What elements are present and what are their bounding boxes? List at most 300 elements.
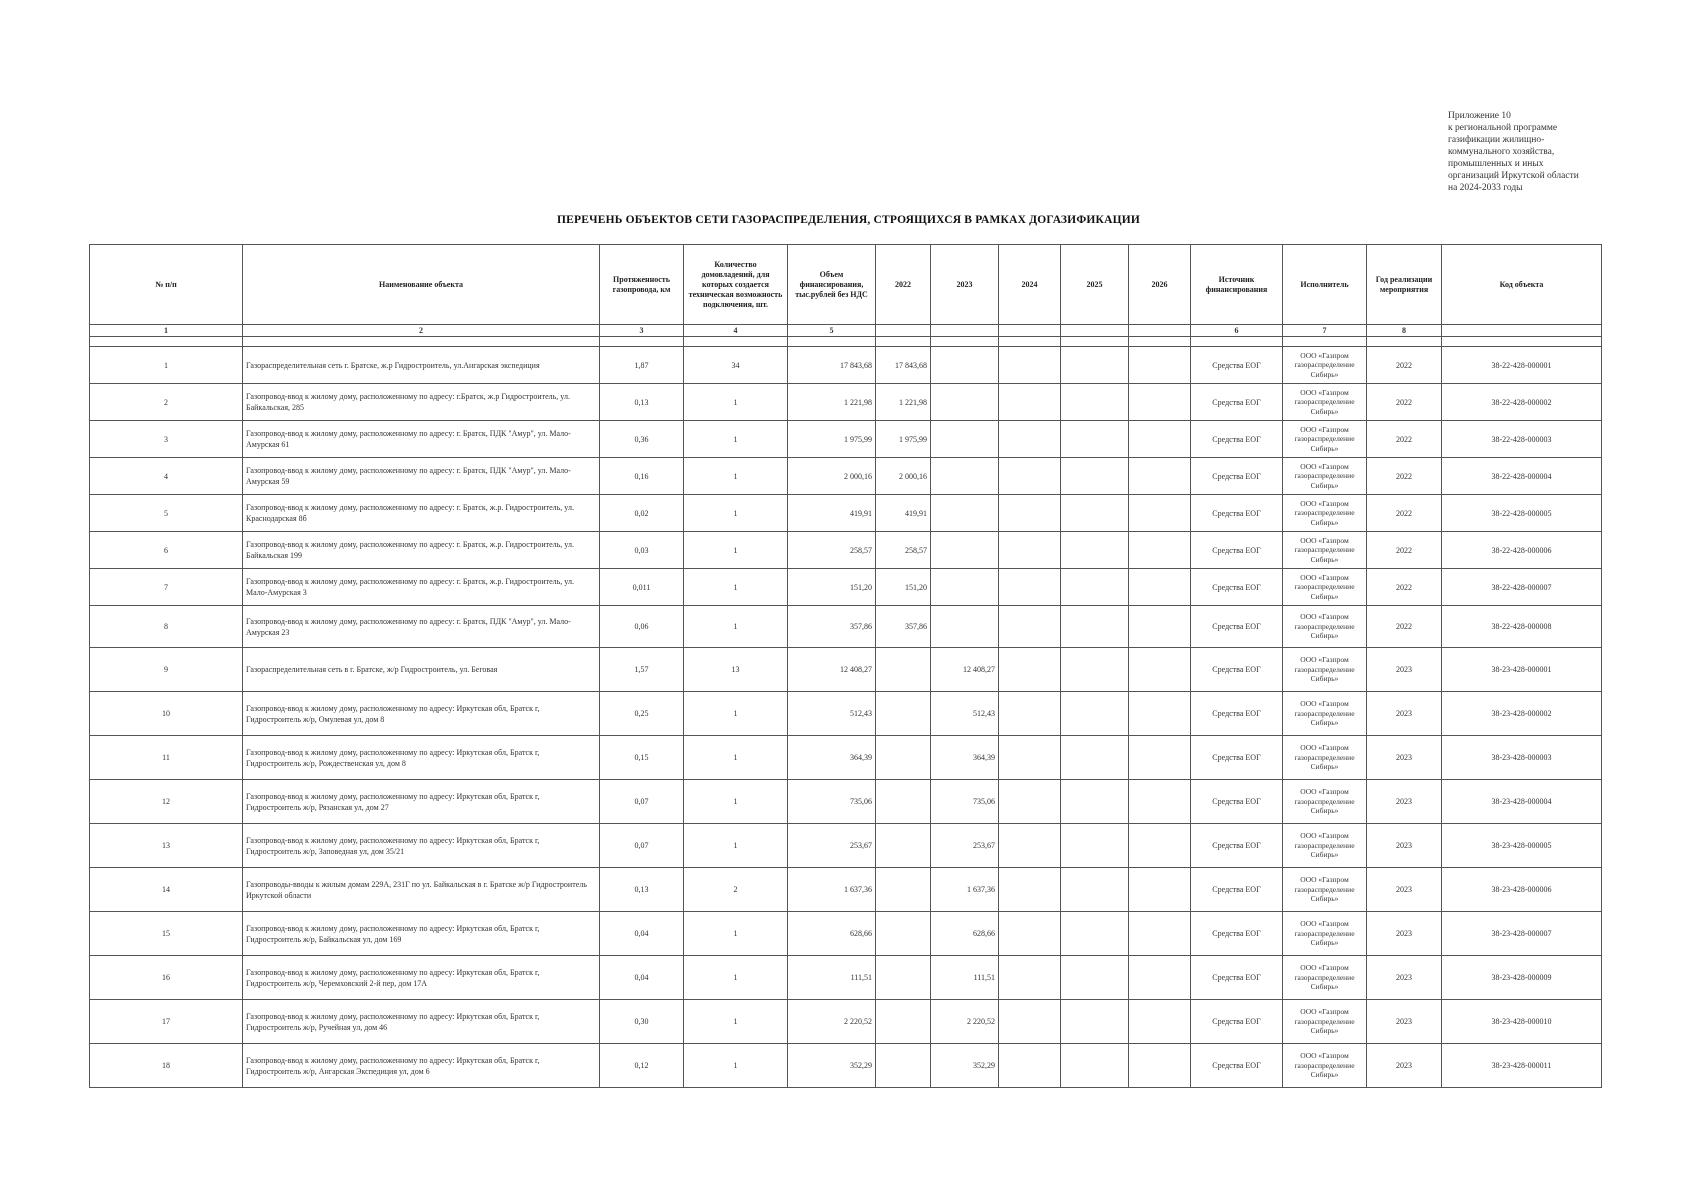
financing-2026 — [1129, 1000, 1191, 1044]
object-name: Газопровод-ввод к жилому дому, расположенному по адресу: г. Братск, ж.р. Гидростроитель, ул. Мало-Амурская 3 — [243, 569, 600, 606]
object-name: Газопровод-ввод к жилому дому, расположенному по адресу: г.Братск, ж.р Гидростроитель, ул. Байкальская, 285 — [243, 384, 600, 421]
implementation-year: 2022 — [1367, 569, 1442, 606]
financing-amount: 111,51 — [788, 956, 876, 1000]
object-name: Газопровод-ввод к жилому дому, расположенному по адресу: Иркутская обл, Братск г, Гидростроитель ж/р, Черемховский 2-й пер, дом 17А — [243, 956, 600, 1000]
households-count: 1 — [684, 569, 788, 606]
executor: ООО «Газпром газораспределение Сибирь» — [1283, 780, 1367, 824]
financing-2023 — [931, 495, 999, 532]
row-number: 12 — [90, 780, 243, 824]
col-header-2022: 2022 — [876, 245, 931, 325]
implementation-year: 2023 — [1367, 692, 1442, 736]
financing-source: Средства ЕОГ — [1191, 1000, 1283, 1044]
financing-source: Средства ЕОГ — [1191, 824, 1283, 868]
financing-2022: 1 975,99 — [876, 421, 931, 458]
object-name: Газопровод-ввод к жилому дому, расположенному по адресу: Иркутская обл, Братск г, Гидростроитель ж/р, Омулевая ул, дом 8 — [243, 692, 600, 736]
object-name: Газопровод-ввод к жилому дому, расположенному по адресу: Иркутская обл, Братск г, Гидростроитель ж/р, Байкальская ул, дом 169 — [243, 912, 600, 956]
implementation-year: 2023 — [1367, 780, 1442, 824]
col-header-name: Наименование объекта — [243, 245, 600, 325]
financing-2023 — [931, 569, 999, 606]
appendix-note — [1448, 110, 1678, 194]
column-number: 5 — [788, 325, 876, 337]
object-name: Газопровод-ввод к жилому дому, расположенному по адресу: г. Братск, ж.р. Гидростроитель, ул. Краснодарская 8б — [243, 495, 600, 532]
column-number: 4 — [684, 325, 788, 337]
table-row — [90, 868, 1602, 912]
object-code: 38-23-428-000011 — [1442, 1044, 1602, 1088]
table-row — [90, 648, 1602, 692]
objects-table — [89, 244, 1602, 1088]
column-number: 1 — [90, 325, 243, 337]
financing-amount: 1 975,99 — [788, 421, 876, 458]
households-count: 1 — [684, 606, 788, 648]
financing-2025 — [1061, 1000, 1129, 1044]
financing-amount: 1 637,36 — [788, 868, 876, 912]
col-header-executor: Исполнитель — [1283, 245, 1367, 325]
financing-2025 — [1061, 421, 1129, 458]
row-number: 1 — [90, 347, 243, 384]
financing-2025 — [1061, 1044, 1129, 1088]
financing-2025 — [1061, 384, 1129, 421]
financing-2026 — [1129, 912, 1191, 956]
financing-2026 — [1129, 1044, 1191, 1088]
financing-2026 — [1129, 495, 1191, 532]
financing-2025 — [1061, 495, 1129, 532]
object-name: Газопровод-ввод к жилому дому, расположенному по адресу: Иркутская обл, Братск г, Гидростроитель ж/р, Рязанская ул, дом 27 — [243, 780, 600, 824]
executor: ООО «Газпром газораспределение Сибирь» — [1283, 824, 1367, 868]
financing-2024 — [999, 606, 1061, 648]
table-row — [90, 736, 1602, 780]
households-count: 1 — [684, 824, 788, 868]
households-count: 1 — [684, 912, 788, 956]
column-number — [1129, 325, 1191, 337]
object-code: 38-23-428-000003 — [1442, 736, 1602, 780]
objects-table-body — [90, 347, 1602, 1088]
pipeline-length: 1,57 — [600, 648, 684, 692]
column-number — [931, 325, 999, 337]
financing-2022 — [876, 868, 931, 912]
object-name: Газопровод-ввод к жилому дому, расположенному по адресу: Иркутская обл, Братск г, Гидростроитель ж/р, Ручейная ул, дом 46 — [243, 1000, 600, 1044]
households-count: 1 — [684, 458, 788, 495]
object-code: 38-23-428-000004 — [1442, 780, 1602, 824]
implementation-year: 2022 — [1367, 458, 1442, 495]
implementation-year: 2023 — [1367, 956, 1442, 1000]
financing-2022: 151,20 — [876, 569, 931, 606]
column-number: 6 — [1191, 325, 1283, 337]
financing-2022 — [876, 1000, 931, 1044]
col-header-2025: 2025 — [1061, 245, 1129, 325]
financing-2022 — [876, 648, 931, 692]
implementation-year: 2022 — [1367, 347, 1442, 384]
financing-2025 — [1061, 736, 1129, 780]
object-code: 38-22-428-000004 — [1442, 458, 1602, 495]
column-number — [876, 325, 931, 337]
column-number: 3 — [600, 325, 684, 337]
row-number: 11 — [90, 736, 243, 780]
financing-source: Средства ЕОГ — [1191, 868, 1283, 912]
financing-2024 — [999, 1000, 1061, 1044]
table-row — [90, 347, 1602, 384]
pipeline-length: 0,36 — [600, 421, 684, 458]
financing-2025 — [1061, 347, 1129, 384]
pipeline-length: 0,13 — [600, 868, 684, 912]
financing-2026 — [1129, 692, 1191, 736]
col-header-year: Год реализации мероприятия — [1367, 245, 1442, 325]
financing-2026 — [1129, 458, 1191, 495]
financing-2024 — [999, 692, 1061, 736]
col-header-number: № п/п — [90, 245, 243, 325]
financing-2024 — [999, 868, 1061, 912]
table-row — [90, 495, 1602, 532]
financing-source: Средства ЕОГ — [1191, 956, 1283, 1000]
implementation-year: 2023 — [1367, 1044, 1442, 1088]
column-number — [999, 325, 1061, 337]
financing-2024 — [999, 495, 1061, 532]
financing-2026 — [1129, 532, 1191, 569]
financing-2023: 512,43 — [931, 692, 999, 736]
row-number: 18 — [90, 1044, 243, 1088]
row-number: 13 — [90, 824, 243, 868]
financing-amount: 17 843,68 — [788, 347, 876, 384]
financing-amount: 258,57 — [788, 532, 876, 569]
row-number: 17 — [90, 1000, 243, 1044]
object-name: Газопровод-ввод к жилому дому, расположенному по адресу: Иркутская обл, Братск г, Гидростроитель ж/р, Рождественская ул, дом 8 — [243, 736, 600, 780]
object-name: Газопровод-ввод к жилому дому, расположенному по адресу: г. Братск, ПДК "Амур", ул. Мало-Амурская 61 — [243, 421, 600, 458]
implementation-year: 2023 — [1367, 648, 1442, 692]
financing-2025 — [1061, 780, 1129, 824]
financing-2024 — [999, 736, 1061, 780]
pipeline-length: 0,13 — [600, 384, 684, 421]
col-header-2026: 2026 — [1129, 245, 1191, 325]
row-number: 4 — [90, 458, 243, 495]
financing-2023: 12 408,27 — [931, 648, 999, 692]
pipeline-length: 0,04 — [600, 956, 684, 1000]
pipeline-length: 0,04 — [600, 912, 684, 956]
financing-2025 — [1061, 648, 1129, 692]
financing-amount: 357,86 — [788, 606, 876, 648]
financing-2026 — [1129, 421, 1191, 458]
col-header-households: Количество домовладений, для которых создается техническая возможность подключения, шт. — [684, 245, 788, 325]
financing-2022 — [876, 692, 931, 736]
financing-2023 — [931, 347, 999, 384]
row-number: 5 — [90, 495, 243, 532]
financing-2025 — [1061, 912, 1129, 956]
object-code: 38-22-428-000008 — [1442, 606, 1602, 648]
executor: ООО «Газпром газораспределение Сибирь» — [1283, 692, 1367, 736]
pipeline-length: 0,011 — [600, 569, 684, 606]
financing-2026 — [1129, 569, 1191, 606]
financing-amount: 352,29 — [788, 1044, 876, 1088]
row-number: 3 — [90, 421, 243, 458]
implementation-year: 2023 — [1367, 736, 1442, 780]
financing-amount: 2 220,52 — [788, 1000, 876, 1044]
row-number: 7 — [90, 569, 243, 606]
pipeline-length: 0,12 — [600, 1044, 684, 1088]
financing-2026 — [1129, 648, 1191, 692]
households-count: 34 — [684, 347, 788, 384]
financing-2023: 2 220,52 — [931, 1000, 999, 1044]
financing-2024 — [999, 912, 1061, 956]
financing-2022 — [876, 736, 931, 780]
row-number: 2 — [90, 384, 243, 421]
financing-2022: 419,91 — [876, 495, 931, 532]
appendix-line: к региональной программе — [1448, 123, 1558, 133]
executor: ООО «Газпром газораспределение Сибирь» — [1283, 648, 1367, 692]
table-row — [90, 458, 1602, 495]
col-header-code: Код объекта — [1442, 245, 1602, 325]
pipeline-length: 0,15 — [600, 736, 684, 780]
object-code: 38-23-428-000010 — [1442, 1000, 1602, 1044]
appendix-line: газификации жилищно- — [1448, 135, 1545, 145]
financing-2024 — [999, 458, 1061, 495]
object-code: 38-22-428-000005 — [1442, 495, 1602, 532]
financing-2022 — [876, 912, 931, 956]
executor: ООО «Газпром газораспределение Сибирь» — [1283, 347, 1367, 384]
pipeline-length: 0,03 — [600, 532, 684, 569]
financing-2023 — [931, 606, 999, 648]
executor: ООО «Газпром газораспределение Сибирь» — [1283, 532, 1367, 569]
row-number: 6 — [90, 532, 243, 569]
financing-2022 — [876, 780, 931, 824]
object-code: 38-23-428-000001 — [1442, 648, 1602, 692]
financing-2024 — [999, 824, 1061, 868]
executor: ООО «Газпром газораспределение Сибирь» — [1283, 421, 1367, 458]
object-name: Газопровод-ввод к жилому дому, расположенному по адресу: Иркутская обл, Братск г, Гидростроитель ж/р, Ангарская Экспедиция ул, дом 6 — [243, 1044, 600, 1088]
column-number-row — [90, 325, 1602, 337]
financing-2023: 364,39 — [931, 736, 999, 780]
financing-source: Средства ЕОГ — [1191, 421, 1283, 458]
financing-source: Средства ЕОГ — [1191, 780, 1283, 824]
financing-source: Средства ЕОГ — [1191, 736, 1283, 780]
financing-2025 — [1061, 606, 1129, 648]
financing-amount: 12 408,27 — [788, 648, 876, 692]
executor: ООО «Газпром газораспределение Сибирь» — [1283, 384, 1367, 421]
table-row — [90, 1000, 1602, 1044]
financing-2023: 628,66 — [931, 912, 999, 956]
appendix-line: коммунального хозяйства, — [1448, 147, 1555, 157]
row-number: 15 — [90, 912, 243, 956]
implementation-year: 2023 — [1367, 824, 1442, 868]
appendix-line: организаций Иркутской области — [1448, 171, 1579, 181]
object-code: 38-23-428-000006 — [1442, 868, 1602, 912]
executor: ООО «Газпром газораспределение Сибирь» — [1283, 1044, 1367, 1088]
financing-amount: 735,06 — [788, 780, 876, 824]
object-code: 38-22-428-000003 — [1442, 421, 1602, 458]
col-header-length: Протяженность газопровода, км — [600, 245, 684, 325]
column-number: 2 — [243, 325, 600, 337]
financing-2023 — [931, 532, 999, 569]
object-code: 38-22-428-000002 — [1442, 384, 1602, 421]
households-count: 1 — [684, 421, 788, 458]
executor: ООО «Газпром газораспределение Сибирь» — [1283, 569, 1367, 606]
financing-source: Средства ЕОГ — [1191, 606, 1283, 648]
pipeline-length: 1,87 — [600, 347, 684, 384]
object-name: Газопровод-ввод к жилому дому, расположенному по адресу: Иркутская обл, Братск г, Гидростроитель ж/р, Заповедная ул, дом 35/21 — [243, 824, 600, 868]
financing-2025 — [1061, 956, 1129, 1000]
object-name: Газопровод-ввод к жилому дому, расположенному по адресу: г. Братск, ж.р. Гидростроитель, ул. Байкальская 199 — [243, 532, 600, 569]
financing-2024 — [999, 1044, 1061, 1088]
financing-amount: 2 000,16 — [788, 458, 876, 495]
col-header-source: Источник финансирования — [1191, 245, 1283, 325]
object-code: 38-23-428-000007 — [1442, 912, 1602, 956]
pipeline-length: 0,30 — [600, 1000, 684, 1044]
table-row — [90, 912, 1602, 956]
financing-2026 — [1129, 347, 1191, 384]
financing-2022 — [876, 956, 931, 1000]
financing-2024 — [999, 648, 1061, 692]
financing-2023 — [931, 458, 999, 495]
financing-amount: 253,67 — [788, 824, 876, 868]
households-count: 2 — [684, 868, 788, 912]
executor: ООО «Газпром газораспределение Сибирь» — [1283, 458, 1367, 495]
financing-2025 — [1061, 692, 1129, 736]
implementation-year: 2022 — [1367, 606, 1442, 648]
pipeline-length: 0,02 — [600, 495, 684, 532]
table-row — [90, 824, 1602, 868]
financing-source: Средства ЕОГ — [1191, 569, 1283, 606]
implementation-year: 2022 — [1367, 532, 1442, 569]
financing-amount: 628,66 — [788, 912, 876, 956]
financing-source: Средства ЕОГ — [1191, 458, 1283, 495]
financing-2023: 1 637,36 — [931, 868, 999, 912]
financing-2024 — [999, 780, 1061, 824]
object-name: Газораспределительная сеть в г. Братске, ж/р Гидростроитель, ул. Беговая — [243, 648, 600, 692]
financing-amount: 364,39 — [788, 736, 876, 780]
financing-source: Средства ЕОГ — [1191, 532, 1283, 569]
financing-2022 — [876, 824, 931, 868]
row-number: 9 — [90, 648, 243, 692]
table-row — [90, 569, 1602, 606]
executor: ООО «Газпром газораспределение Сибирь» — [1283, 912, 1367, 956]
col-header-2024: 2024 — [999, 245, 1061, 325]
financing-2022: 258,57 — [876, 532, 931, 569]
households-count: 13 — [684, 648, 788, 692]
financing-2026 — [1129, 736, 1191, 780]
table-row — [90, 956, 1602, 1000]
financing-amount: 512,43 — [788, 692, 876, 736]
financing-2026 — [1129, 868, 1191, 912]
financing-source: Средства ЕОГ — [1191, 347, 1283, 384]
implementation-year: 2022 — [1367, 495, 1442, 532]
table-row — [90, 692, 1602, 736]
financing-source: Средства ЕОГ — [1191, 495, 1283, 532]
financing-source: Средства ЕОГ — [1191, 692, 1283, 736]
implementation-year: 2023 — [1367, 1000, 1442, 1044]
object-code: 38-22-428-000001 — [1442, 347, 1602, 384]
table-row — [90, 1044, 1602, 1088]
pipeline-length: 0,06 — [600, 606, 684, 648]
financing-source: Средства ЕОГ — [1191, 384, 1283, 421]
table-row — [90, 606, 1602, 648]
financing-2024 — [999, 569, 1061, 606]
households-count: 1 — [684, 692, 788, 736]
table-row — [90, 421, 1602, 458]
implementation-year: 2023 — [1367, 912, 1442, 956]
appendix-line: на 2024-2033 годы — [1448, 183, 1523, 193]
financing-2022: 357,86 — [876, 606, 931, 648]
appendix-line: промышленных и иных — [1448, 159, 1544, 169]
column-number: 7 — [1283, 325, 1367, 337]
financing-2023: 352,29 — [931, 1044, 999, 1088]
object-name: Газопроводы-вводы к жилым домам 229А, 231Г по ул. Байкальская в г. Братске ж/р Гидростроитель Иркутской области — [243, 868, 600, 912]
executor: ООО «Газпром газораспределение Сибирь» — [1283, 1000, 1367, 1044]
implementation-year: 2022 — [1367, 421, 1442, 458]
column-number — [1061, 325, 1129, 337]
financing-2024 — [999, 347, 1061, 384]
financing-2022: 1 221,98 — [876, 384, 931, 421]
financing-2024 — [999, 956, 1061, 1000]
financing-source: Средства ЕОГ — [1191, 648, 1283, 692]
object-name: Газопровод-ввод к жилому дому, расположенному по адресу: г. Братск, ПДК "Амур", ул. Мало-Амурская 23 — [243, 606, 600, 648]
document-title: ПЕРЕЧЕНЬ ОБЪЕКТОВ СЕТИ ГАЗОРАСПРЕДЕЛЕНИЯ, СТРОЯЩИХСЯ В РАМКАХ ДОГАЗИФИКАЦИИ — [556, 214, 1141, 226]
financing-2024 — [999, 421, 1061, 458]
table-row — [90, 384, 1602, 421]
households-count: 1 — [684, 736, 788, 780]
executor: ООО «Газпром газораспределение Сибирь» — [1283, 495, 1367, 532]
financing-amount: 1 221,98 — [788, 384, 876, 421]
row-number: 8 — [90, 606, 243, 648]
financing-2025 — [1061, 868, 1129, 912]
object-name: Газопровод-ввод к жилому дому, расположенному по адресу: г. Братск, ПДК "Амур", ул. Мало-Амурская 59 — [243, 458, 600, 495]
financing-2023 — [931, 421, 999, 458]
households-count: 1 — [684, 384, 788, 421]
row-number: 14 — [90, 868, 243, 912]
financing-source: Средства ЕОГ — [1191, 1044, 1283, 1088]
financing-2022: 2 000,16 — [876, 458, 931, 495]
financing-2024 — [999, 384, 1061, 421]
financing-2025 — [1061, 569, 1129, 606]
appendix-line: Приложение 10 — [1448, 111, 1511, 121]
households-count: 1 — [684, 495, 788, 532]
pipeline-length: 0,07 — [600, 780, 684, 824]
financing-2025 — [1061, 532, 1129, 569]
households-count: 1 — [684, 780, 788, 824]
financing-2024 — [999, 532, 1061, 569]
financing-2025 — [1061, 458, 1129, 495]
households-count: 1 — [684, 1000, 788, 1044]
financing-2026 — [1129, 824, 1191, 868]
object-code: 38-22-428-000007 — [1442, 569, 1602, 606]
financing-2026 — [1129, 384, 1191, 421]
pipeline-length: 0,25 — [600, 692, 684, 736]
implementation-year: 2023 — [1367, 868, 1442, 912]
col-header-financing: Объем финансирования, тыс.рублей без НДС — [788, 245, 876, 325]
executor: ООО «Газпром газораспределение Сибирь» — [1283, 868, 1367, 912]
object-name: Газораспределительная сеть г. Братске, ж.р Гидростроитель, ул.Ангарская экспедиция — [243, 347, 600, 384]
financing-2025 — [1061, 824, 1129, 868]
pipeline-length: 0,16 — [600, 458, 684, 495]
table-row — [90, 532, 1602, 569]
financing-amount: 419,91 — [788, 495, 876, 532]
implementation-year: 2022 — [1367, 384, 1442, 421]
object-code: 38-22-428-000006 — [1442, 532, 1602, 569]
financing-2023: 735,06 — [931, 780, 999, 824]
object-code: 38-23-428-000009 — [1442, 956, 1602, 1000]
executor: ООО «Газпром газораспределение Сибирь» — [1283, 956, 1367, 1000]
financing-2022 — [876, 1044, 931, 1088]
spacer-row — [90, 337, 1602, 347]
financing-2023: 111,51 — [931, 956, 999, 1000]
executor: ООО «Газпром газораспределение Сибирь» — [1283, 736, 1367, 780]
object-code: 38-23-428-000002 — [1442, 692, 1602, 736]
financing-2023: 253,67 — [931, 824, 999, 868]
column-number: 8 — [1367, 325, 1442, 337]
row-number: 10 — [90, 692, 243, 736]
financing-2026 — [1129, 956, 1191, 1000]
financing-amount: 151,20 — [788, 569, 876, 606]
financing-2022: 17 843,68 — [876, 347, 931, 384]
households-count: 1 — [684, 532, 788, 569]
financing-2026 — [1129, 606, 1191, 648]
pipeline-length: 0,07 — [600, 824, 684, 868]
